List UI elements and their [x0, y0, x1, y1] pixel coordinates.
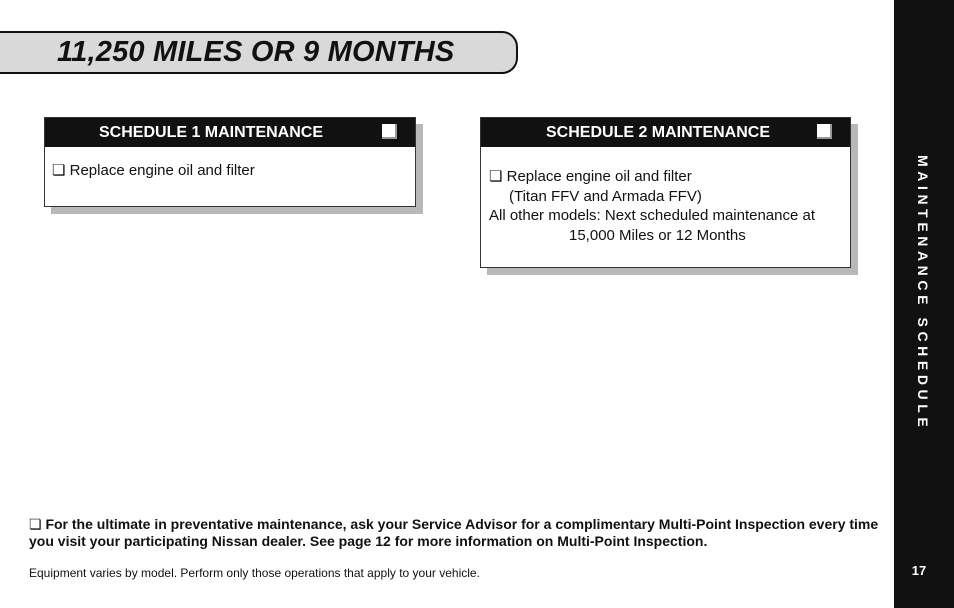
checkbox-icon: ❏ — [29, 516, 42, 532]
schedule-1-title: SCHEDULE 1 MAINTENANCE — [99, 124, 324, 141]
schedule-1-header — [45, 118, 415, 147]
schedule-2-box — [480, 117, 851, 268]
side-tab-label: MAINTENANCE SCHEDULE — [915, 155, 931, 432]
checkbox-icon — [382, 124, 397, 139]
schedule-2-note-line-1: All other models: Next scheduled maintenance at — [489, 207, 816, 224]
checkbox-icon — [817, 124, 832, 139]
schedule-2-body — [481, 147, 850, 245]
schedule-1-box — [44, 117, 416, 207]
schedule-2-header — [481, 118, 850, 147]
page-title: 11,250 MILES OR 9 MONTHS — [57, 36, 455, 68]
footer-note: Equipment varies by model. Perform only those operations that apply to your vehicle. — [29, 566, 480, 580]
schedule-2-title: SCHEDULE 2 MAINTENANCE — [546, 124, 771, 141]
schedule-1-item — [52, 161, 415, 181]
checkbox-icon: ❏ — [52, 162, 66, 179]
schedule-2-item-label: Replace engine oil and filter — [506, 168, 692, 185]
schedule-1-body — [45, 147, 415, 181]
schedule-2-item-sub: (Titan FFV and Armada FFV) — [509, 187, 702, 205]
checkbox-icon: ❏ — [489, 168, 503, 185]
inspection-note-text: For the ultimate in preventative maintenance, ask your Service Advisor for a complimentary Multi-Point Inspection every time you visit your participating Nissan dealer. See page 12 for more information on Multi-Point Inspection. — [29, 516, 879, 549]
page-number: 17 — [911, 563, 927, 578]
inspection-note — [29, 516, 879, 550]
schedule-1-item-label: Replace engine oil and filter — [69, 162, 255, 179]
schedule-2-item — [489, 167, 850, 187]
schedule-2-note-line-2: 15,000 Miles or 12 Months — [569, 226, 746, 244]
